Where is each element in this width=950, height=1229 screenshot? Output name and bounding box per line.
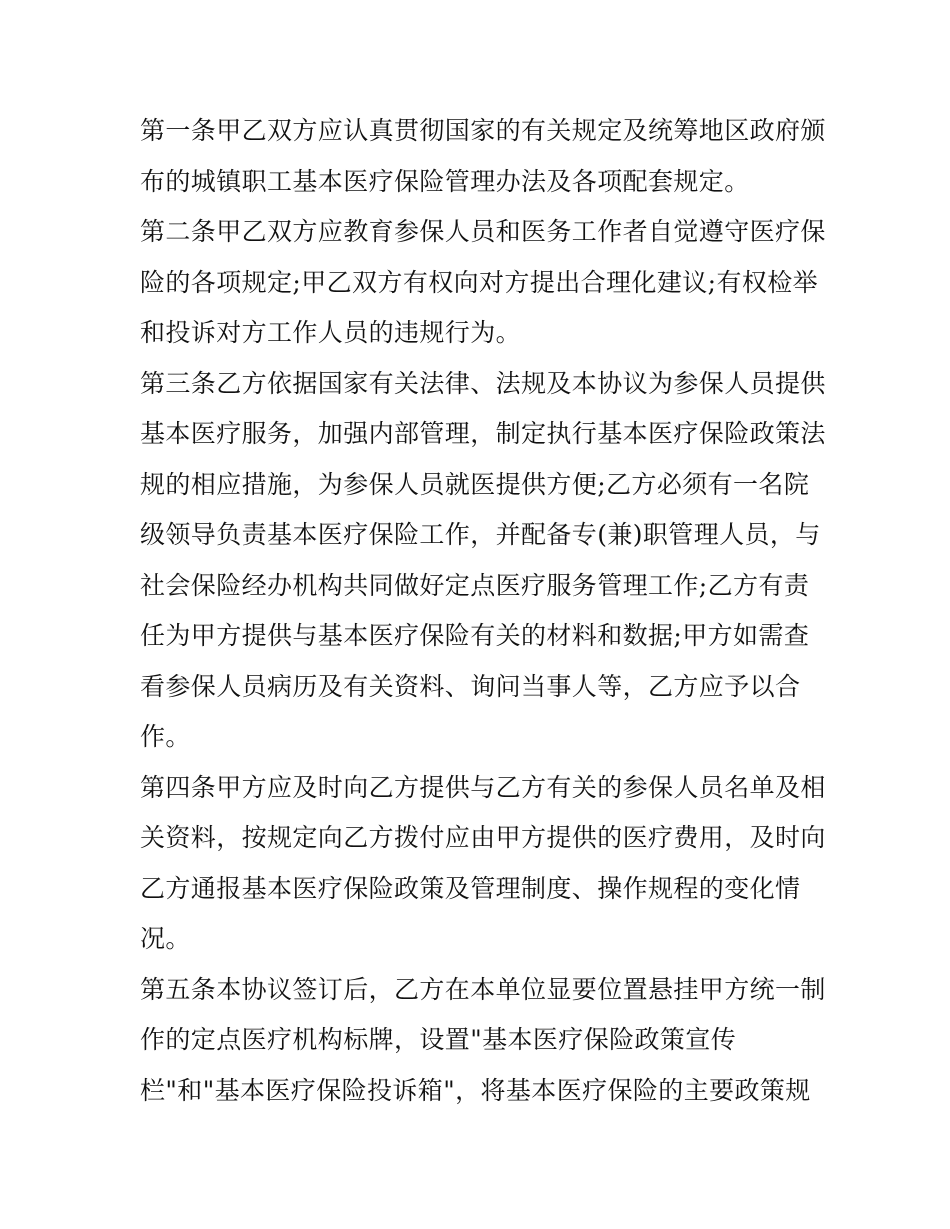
text-line: 基本医疗服务，加强内部管理，制定执行基本医疗保险政策法	[140, 419, 826, 448]
text-line: 作的定点医疗机构标牌，设置"基本医疗保险政策宣传	[140, 1025, 737, 1054]
document-body	[140, 106, 826, 1116]
text-line: 第三条乙方依据国家有关法律、法规及本协议为参保人员提供	[140, 368, 826, 398]
text-line: 布的城镇职工基本医疗保险管理办法及各项配套规定。	[140, 166, 750, 196]
text-line: 作。	[140, 722, 191, 751]
text-line: 任为甲方提供与基本医疗保险有关的材料和数据;甲方如需查	[140, 621, 810, 650]
text-line: 第五条本协议签订后，乙方在本单位显要位置悬挂甲方统一制	[140, 974, 826, 1004]
text-line: 第四条甲方应及时向乙方提供与乙方有关的参保人员名单及相	[140, 772, 826, 802]
text-line: 关资料，按规定向乙方拨付应由甲方提供的医疗费用，及时向	[140, 823, 826, 852]
text-line: 第二条甲乙双方应教育参保人员和医务工作者自觉遵守医疗保	[140, 217, 826, 246]
text-line: 险的各项规定;甲乙双方有权向对方提出合理化建议;有权检举	[140, 267, 819, 297]
text-line: 和投诉对方工作人员的违规行为。	[140, 318, 522, 347]
text-line: 社会保险经办机构共同做好定点医疗服务管理工作;乙方有责	[140, 570, 810, 600]
text-line: 栏"和"基本医疗保险投诉箱"，将基本医疗保险的主要政策规	[140, 1075, 811, 1105]
text-line: 第一条甲乙双方应认真贯彻国家的有关规定及统筹地区政府颁	[140, 116, 826, 145]
text-line: 乙方通报基本医疗保险政策及管理制度、操作规程的变化情	[140, 873, 801, 903]
text-line: 规的相应措施，为参保人员就医提供方便;乙方必须有一名院	[140, 469, 810, 499]
text-line: 级领导负责基本医疗保险工作，并配备专(兼)职管理人员，与	[140, 520, 821, 549]
text-line: 看参保人员病历及有关资料、询问当事人等，乙方应予以合	[140, 671, 801, 701]
text-line: 况。	[140, 924, 191, 953]
